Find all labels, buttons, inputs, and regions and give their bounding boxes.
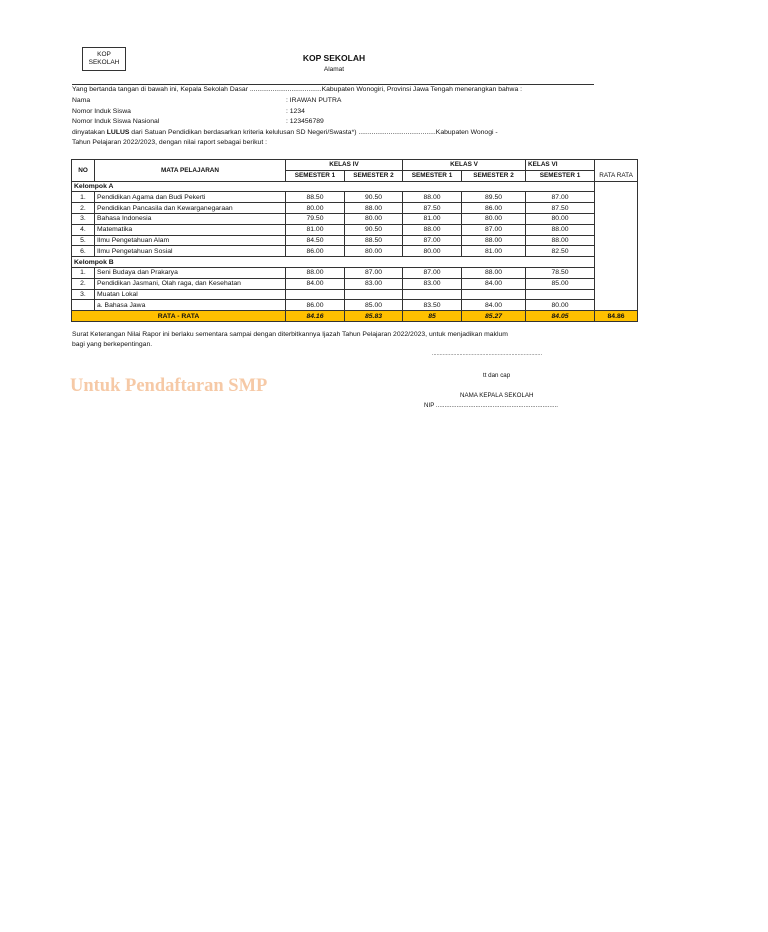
table-row (72, 224, 638, 235)
col-avg-header: RATA RATA (595, 170, 638, 181)
validity-note-line1: Surat Keterangan Nilai Rapor ini berlaku sementara sampai dengan diterbitkannya Ijazah Tahun Pelajaran 2022/2023, untuk menjadikan maklum (72, 331, 508, 338)
grade-cell: 86.00 (462, 203, 526, 214)
table-row (72, 213, 638, 224)
intro-statement: Yang bertanda tangan di bawah ini, Kepala Sekolah Dasar ......................................Kabupaten Wonogiri, Provinsi Jawa Tengah menerangkan bahwa : (72, 86, 522, 93)
col-no-header: NO (72, 160, 95, 182)
field-name-label: Nama (72, 97, 91, 104)
subject-name: Ilmu Pengetahuan Alam (95, 235, 286, 246)
table-row (72, 267, 638, 278)
subject-name: Ilmu Pengetahuan Sosial (95, 246, 286, 257)
row-number: 2. (72, 203, 95, 214)
principal-name: NAMA KEPALA SEKOLAH (460, 392, 534, 399)
average-value: 84.05 (526, 311, 595, 322)
row-number: 3. (72, 213, 95, 224)
grade-cell: 86.00 (286, 246, 345, 257)
grade-cell: 87.00 (462, 224, 526, 235)
watermark-text: Untuk Pendaftaran SMP (70, 376, 268, 396)
grade-cell: 85.00 (345, 300, 403, 311)
grade-cell: 80.00 (345, 213, 403, 224)
grade-cell (403, 289, 462, 300)
grade-cell: 88.00 (462, 267, 526, 278)
grade-cell: 81.00 (462, 246, 526, 257)
validity-note-line2: bagi yang berkepentingan. (72, 341, 153, 348)
field-nis-label: Nomor Induk Siswa (72, 108, 131, 115)
grade-cell: 87.00 (403, 267, 462, 278)
grade-cell: 83.00 (403, 278, 462, 289)
header-row-1 (72, 160, 638, 171)
grade-cell: 88.00 (403, 192, 462, 203)
row-number: 4. (72, 224, 95, 235)
grade-cell: 88.00 (526, 224, 595, 235)
kop-box-line2: SEKOLAH (88, 59, 120, 66)
group-b-row-label: Kelompok B (72, 257, 595, 268)
table-row (72, 192, 638, 203)
declaration-line (72, 129, 498, 138)
class-vi-sem1: SEMESTER 1 (526, 170, 595, 181)
grade-cell: 85.00 (526, 278, 595, 289)
table-row (72, 289, 638, 300)
group-b-row (72, 257, 638, 268)
class-v-sem1: SEMESTER 1 (403, 170, 462, 181)
principal-nip: NIP ....................................................................... (424, 402, 558, 409)
grade-cell: 88.00 (345, 203, 403, 214)
subject-name: Pendidikan Pancasila dan Kewarganegaraan (95, 203, 286, 214)
table-row (72, 278, 638, 289)
subject-name: Muatan Lokal (95, 289, 286, 300)
class-iv-sem1: SEMESTER 1 (286, 170, 345, 181)
grade-cell: 88.50 (345, 235, 403, 246)
subject-name: Seni Budaya dan Prakarya (95, 267, 286, 278)
average-value: 84.16 (286, 311, 345, 322)
average-label: RATA - RATA (72, 311, 286, 322)
signature-stamp-note: tt dan cap (483, 372, 511, 379)
avg-cell-empty (595, 246, 638, 257)
table-row (72, 300, 638, 311)
group-a-row-label: Kelompok A (72, 181, 595, 192)
avg-cell-empty (595, 289, 638, 300)
grade-cell: 84.00 (286, 278, 345, 289)
grade-cell: 86.00 (286, 300, 345, 311)
avg-cell-empty (595, 257, 638, 268)
class-vi-header: KELAS VI (526, 160, 595, 171)
grade-cell (286, 289, 345, 300)
field-name-value: : IRAWAN PUTRA (286, 97, 342, 104)
avg-cell-empty (595, 192, 638, 203)
grade-cell (462, 289, 526, 300)
grade-cell (526, 289, 595, 300)
subject-name: Pendidikan Agama dan Budi Pekerti (95, 192, 286, 203)
grades-table (71, 159, 638, 322)
school-logo-placeholder (82, 47, 126, 71)
grade-cell: 88.00 (462, 235, 526, 246)
avg-header-top (595, 160, 638, 171)
avg-cell-empty (595, 235, 638, 246)
subject-name: a. Bahasa Jawa (95, 300, 286, 311)
grade-cell: 89.50 (462, 192, 526, 203)
table-row (72, 203, 638, 214)
subject-name: Pendidikan Jasmani, Olah raga, dan Kesehatan (95, 278, 286, 289)
row-number: 1. (72, 267, 95, 278)
grade-cell: 78.50 (526, 267, 595, 278)
declaration-rest: dari Satuan Pendidikan berdasarkan kriteria kelulusan SD Negeri/Swasta*) .........................................Kabupaten Wonogi - (129, 129, 498, 136)
row-number (72, 300, 95, 311)
avg-cell-empty (595, 300, 638, 311)
kop-box-line1: KOP (97, 51, 111, 58)
letterhead-address: Alamat (323, 66, 345, 73)
field-nisn-label: Nomor Induk Siswa Nasional (72, 118, 160, 125)
avg-cell-empty (595, 213, 638, 224)
field-nisn-value: : 123456789 (286, 118, 324, 125)
letterhead-title: KOP SEKOLAH (302, 53, 366, 63)
grade-cell: 80.00 (345, 246, 403, 257)
grade-cell: 80.00 (526, 213, 595, 224)
grade-cell: 82.50 (526, 246, 595, 257)
average-value: 85 (403, 311, 462, 322)
grade-cell: 79.50 (286, 213, 345, 224)
field-nis-value: : 1234 (286, 108, 305, 115)
avg-cell-empty (595, 203, 638, 214)
subject-name: Matematika (95, 224, 286, 235)
academic-year-line: Tahun Pelajaran 2022/2023, dengan nilai raport sebagai berikut : (72, 139, 267, 146)
grade-cell: 81.00 (286, 224, 345, 235)
grade-cell: 88.50 (286, 192, 345, 203)
grade-cell (345, 289, 403, 300)
declaration-prefix: dinyatakan (72, 129, 107, 136)
class-v-sem2: SEMESTER 2 (462, 170, 526, 181)
grade-cell: 80.00 (526, 300, 595, 311)
date-placeholder: ........................................................................ (432, 351, 543, 357)
grade-cell: 84.50 (286, 235, 345, 246)
average-value: 85.83 (345, 311, 403, 322)
subject-name: Bahasa Indonesia (95, 213, 286, 224)
row-number: 1. (72, 192, 95, 203)
grade-cell: 87.50 (526, 203, 595, 214)
grade-cell: 90.50 (345, 224, 403, 235)
group-a-row (72, 181, 638, 192)
avg-cell-empty (595, 267, 638, 278)
grade-cell: 83.00 (345, 278, 403, 289)
class-iv-header: KELAS IV (286, 160, 403, 171)
avg-cell-empty (595, 278, 638, 289)
grade-cell: 84.00 (462, 300, 526, 311)
table-row (72, 235, 638, 246)
avg-cell-empty (595, 181, 638, 192)
row-number: 2. (72, 278, 95, 289)
row-number: 3. (72, 289, 95, 300)
grade-cell: 80.00 (286, 203, 345, 214)
grade-cell: 87.00 (526, 192, 595, 203)
grade-cell: 87.00 (403, 235, 462, 246)
grade-cell: 84.00 (462, 278, 526, 289)
grade-cell: 87.00 (345, 267, 403, 278)
grade-cell: 80.00 (462, 213, 526, 224)
grade-cell: 81.00 (403, 213, 462, 224)
letterhead-divider (72, 84, 594, 85)
class-iv-sem2: SEMESTER 2 (345, 170, 403, 181)
grade-cell: 80.00 (403, 246, 462, 257)
average-row (72, 311, 638, 322)
declaration-status: LULUS (106, 129, 130, 136)
row-number: 6. (72, 246, 95, 257)
grade-cell: 88.00 (526, 235, 595, 246)
grade-cell: 83.50 (403, 300, 462, 311)
grand-average: 84.86 (595, 311, 638, 322)
avg-cell-empty (595, 224, 638, 235)
grade-cell: 87.50 (403, 203, 462, 214)
grade-cell: 88.00 (403, 224, 462, 235)
grade-cell: 88.00 (286, 267, 345, 278)
grade-cell: 90.50 (345, 192, 403, 203)
table-row (72, 246, 638, 257)
class-v-header: KELAS V (403, 160, 526, 171)
average-value: 85.27 (462, 311, 526, 322)
col-subject-header: MATA PELAJARAN (95, 160, 286, 182)
row-number: 5. (72, 235, 95, 246)
